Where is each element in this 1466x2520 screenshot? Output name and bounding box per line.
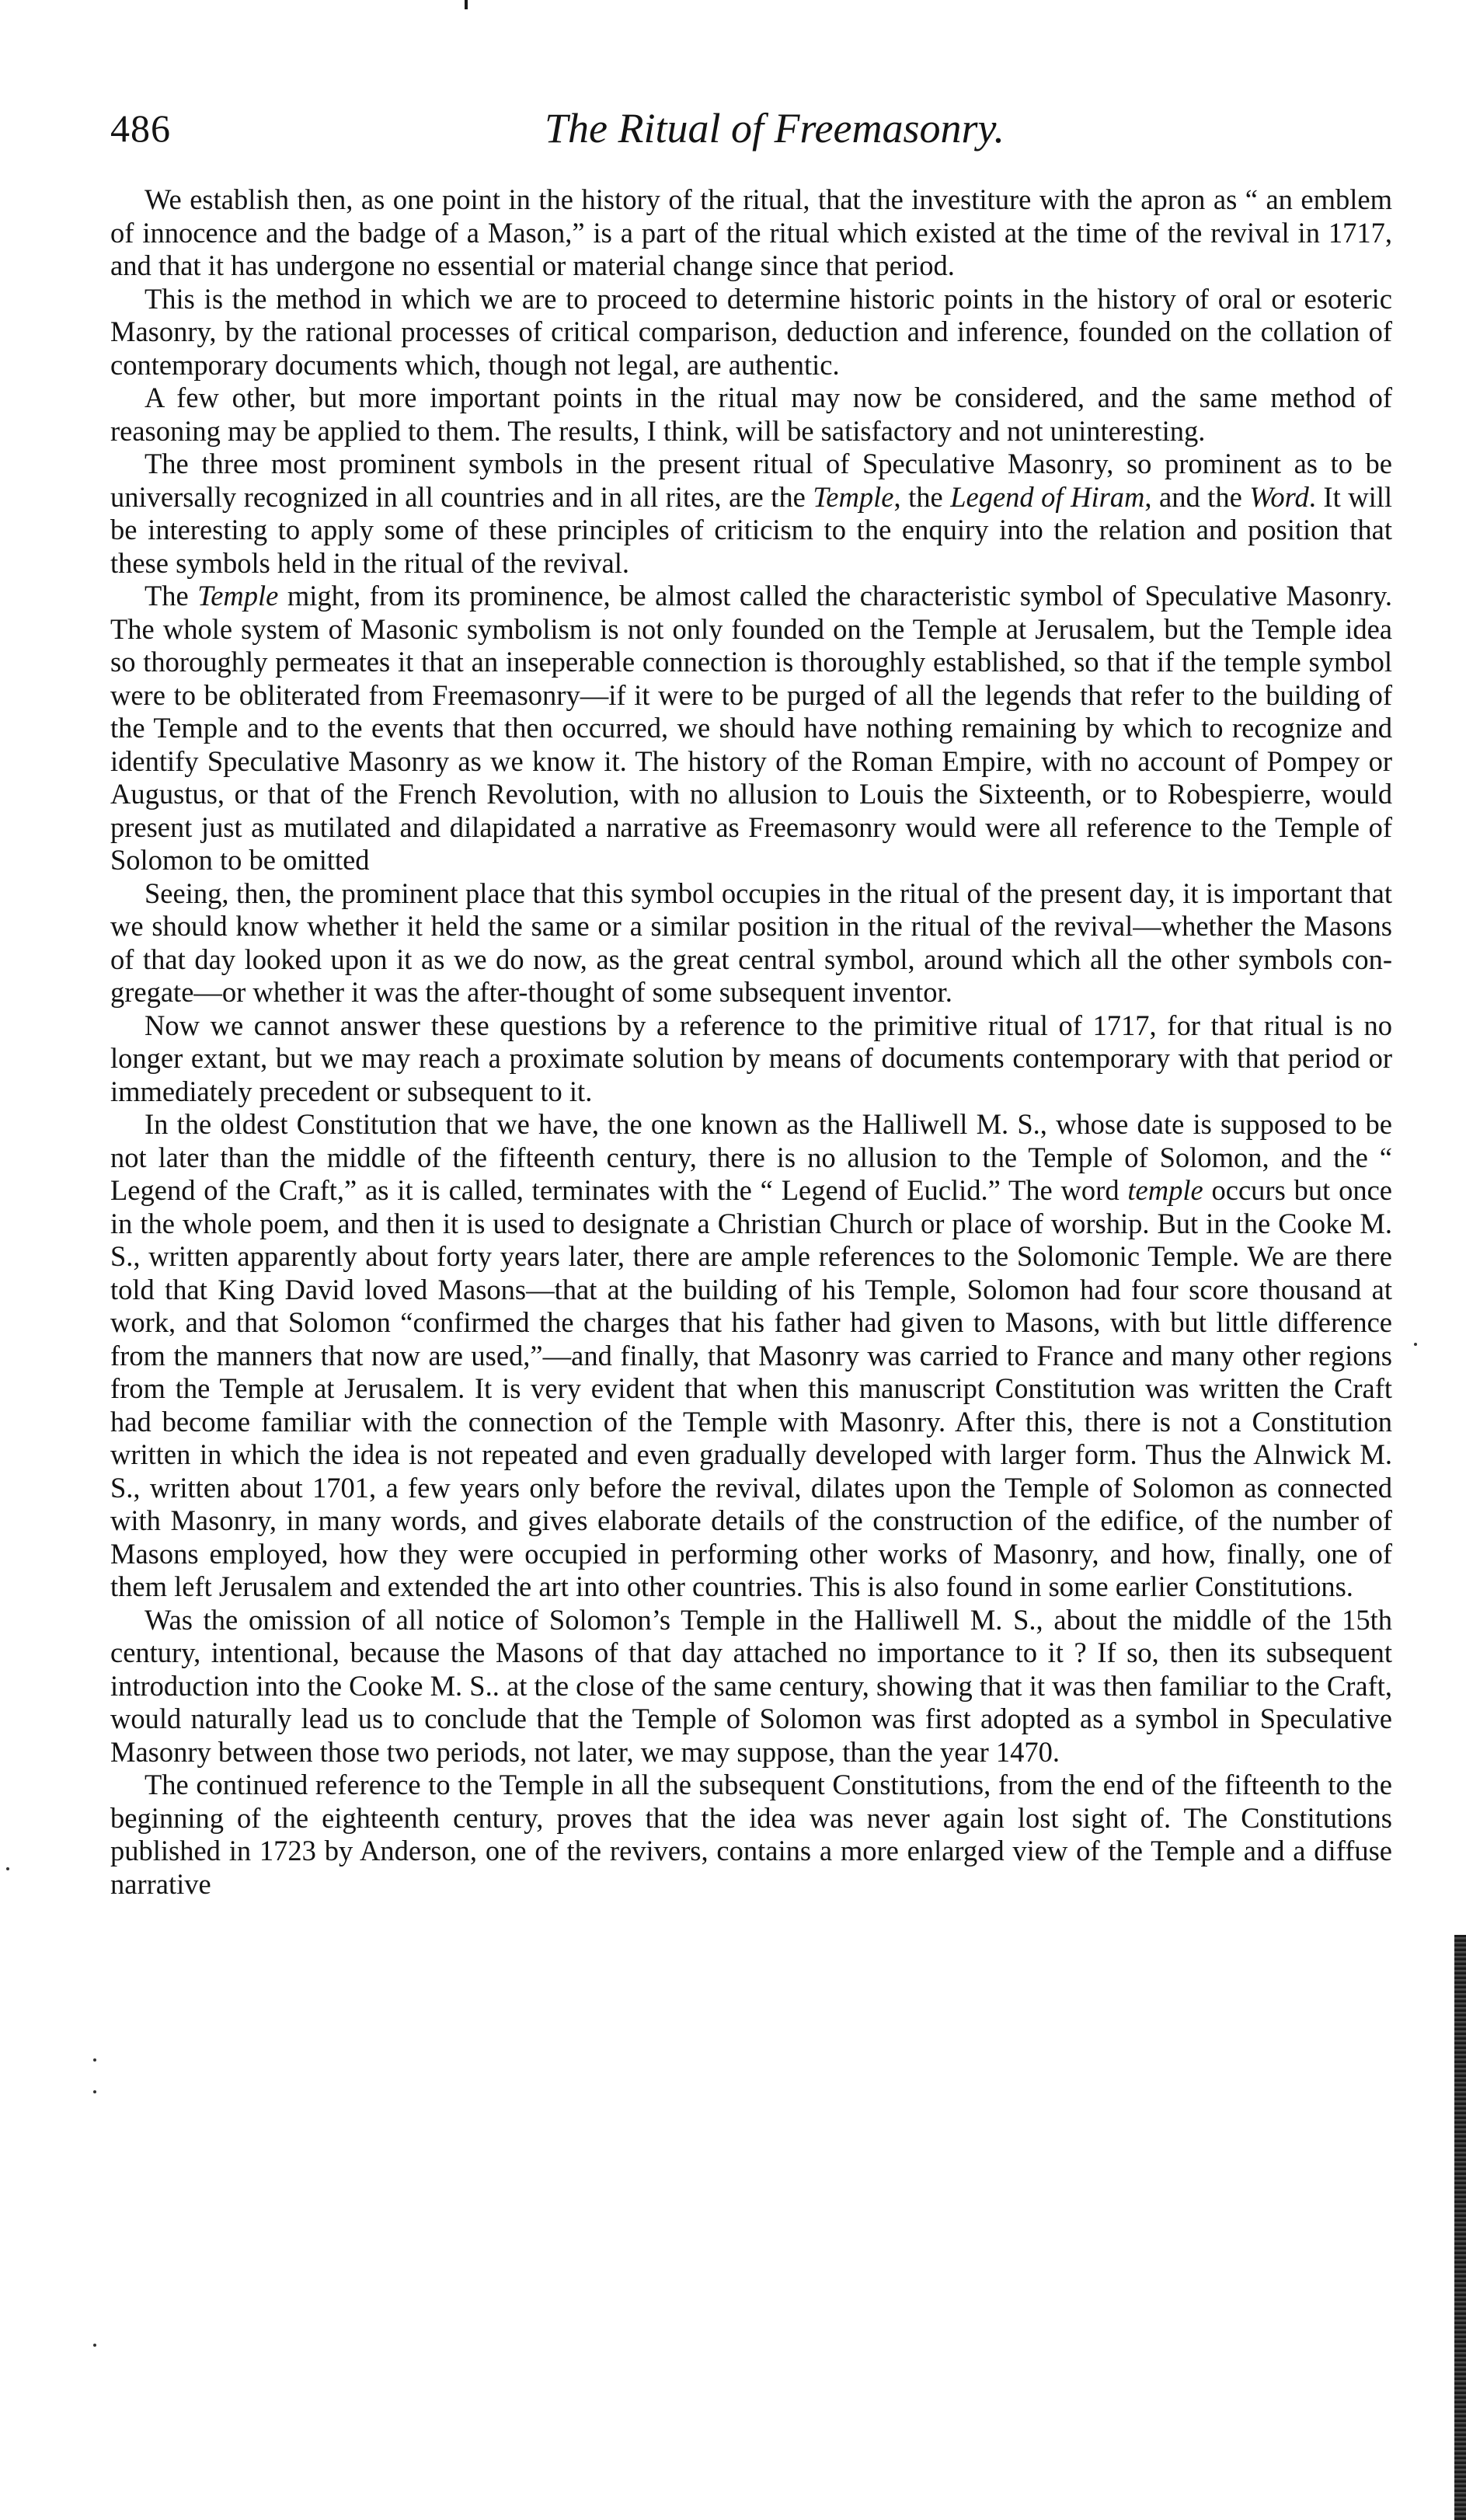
text-run: Now we cannot answer these questions by a reference to the primitive ritual of 1717, for that ritual is no longer extant, but we may reach a proximate solution by means of documents contemporary with that period or immediately precedent or subsequent to it. [110, 1009, 1392, 1107]
paragraph [110, 1108, 1392, 1604]
italic-text: Temple [197, 580, 279, 612]
paragraph [110, 1604, 1392, 1769]
italic-text: Word [1249, 480, 1309, 513]
top-edge-mark [465, 0, 468, 9]
text-run: We establish then, as one point in the history of the ritual, that the investiture with the apron as “ an emblem of innocence and the badge of a Mason,” is a part of the ritual which existed at the time of the revival in 1717, and that it has undergone no essential or material change since that period. [110, 183, 1392, 281]
paragraph [110, 1769, 1392, 1901]
paragraph [110, 877, 1392, 1009]
margin-mark [93, 2058, 96, 2062]
text-run: The continued reference to the Temple in all the subsequent Constitutions, from the end of the fifteenth to the beginning of the eighteenth century, proves that the idea was never again lost sight of. The Constitutions published in 1723 by Anderson, one of the revivers, contains a more enlarged view of the Temple and a diffuse narrative [110, 1769, 1392, 1900]
text-run: occurs but once in the whole poem, and then it is used to designate a Christian Church or place of worship. But in the Cooke M. S., written apparently about forty years later, there are ample references to the Solomonic Temple. We are there told that King David loved Masons—that at the building of his Temple, Solomon had four score thousand at work, and that Solomon “confirmed the charges that his father had given to Masons, with but little difference from the manners that now are used,”—and finally, that Masonry was carried to France and many other regions from the Temple at Jerusalem. It is very evident that when this manuscript Constitution was written the Craft had become familiar with the connection of the Temple with Masonry. After this, there is not a Constitution written in which the idea is not repeated and even gradually developed with larger form. Thus the Alnwick M. S., written about 1701, a few years only before the revival, dilates upon the Temple of Solomon as connected with Masonry, in many words, and gives elaborate details of the construction of the edifice, of the number of Masons employed, how they were occupied in performing other works of Masonry, and how, finally, one of them left Jerusalem and extended the art into other countries. This is also found in some earlier Constitutions. [110, 1174, 1392, 1602]
paragraph [110, 283, 1392, 382]
running-title: The Ritual of Freemasonry. [545, 105, 1005, 152]
margin-mark [6, 1867, 9, 1870]
text-run: , and the [1144, 480, 1250, 513]
margin-mark [1414, 1343, 1417, 1346]
italic-text: Temple [813, 480, 894, 513]
paragraph [110, 1009, 1392, 1109]
page-number: 486 [110, 106, 171, 150]
text-run: A few other, but more important points in the ritual may now be considered, and the same method of reasoning may be applied to them. The results, I think, will be satisfactory and not uninteresting. [110, 382, 1392, 447]
text-run: The three most prominent symbols in the present ritual of Speculative Masonry, so prominent as to be universally recognized in all countries and in all rites, are the [110, 448, 1392, 513]
paragraph [110, 183, 1392, 283]
text-run: , the [893, 480, 951, 513]
body-text [110, 183, 1392, 1901]
text-run: In the oldest Constitution that we have, the one known as the Halliwell M. S., whose date is supposed to be not later than the middle of the fifteenth century, there is no allusion to the Temple of Solomon, and the “ Legend of the Craft,” as it is called, terminates with the “ Legend of Euclid.” The word [110, 1108, 1392, 1206]
italic-text: Legend of Hiram [950, 480, 1145, 513]
running-head [110, 93, 1392, 163]
text-run: might, from its prominence, be almost called the characteristic symbol of Speculative Masonry. The whole system of Masonic symbolism is not only founded on the Temple at Jerusalem, but the Temple idea so thoroughly permeates it that an inseperable connection is thoroughly established, so that if the temple symbol were to be obliterated from Freemasonry—if it were to be purged of all the legends that refer to the building of the Temple and to the events that then occurred, we should have nothing remaining by which to recognize and identify Speculative Masonry as we know it. The history of the Roman Empire, with no account of Pompey or Augustus, or that of the French Revolution, with no allusion to Louis the Sixteenth, or to Robespierre, would present just as mutilated and dilapidated a narrative as Freemasonry would were all reference to the Temple of Solomon to be omitted [110, 580, 1392, 876]
page-edge-strip [1454, 1935, 1466, 2520]
paragraph [110, 448, 1392, 580]
text-run: . It will be interesting to apply some of these principles of criticism to the enquiry into the relation and position that these symbols held in the ritual of the revival. [110, 480, 1393, 579]
text-run: Was the omission of all notice of Solomon’s Temple in the Halliwell M. S., about the middle of the 15th century, intentional, because the Masons of that day attached no importance to it ? If so, then its subsequent introduction into the Cooke M. S.. at the close of the same century, showing that it was then familiar to the Craft, would naturally lead us to conclude that the Temple of Solomon was first adopted as a symbol in Speculative Masonry between those two periods, not later, we may suppose, than the year 1470. [110, 1603, 1392, 1768]
italic-text: temple [1127, 1174, 1203, 1206]
margin-mark [93, 2090, 96, 2093]
paragraph [110, 580, 1392, 877]
paragraph [110, 382, 1392, 448]
text-run: The [145, 580, 198, 612]
text-run: This is the method in which we are to proceed to determine historic points in the history of oral or esoteric Masonry, by the rational processes of critical comparison, deduction and inference, founded on the collation of contemporary documents which, though not legal, are authentic. [110, 282, 1392, 381]
text-run: Seeing, then, the prominent place that this symbol occupies in the ritual of the present day, it is important that we should know whether it held the same or a similar position in the ritual of the revival—whether the Masons of that day looked upon it as we do now, as the great central symbol, around which all the other symbols congregate—or whether it was the after-thought of some subsequent inventor. [110, 877, 1392, 1008]
margin-mark [93, 2344, 96, 2347]
